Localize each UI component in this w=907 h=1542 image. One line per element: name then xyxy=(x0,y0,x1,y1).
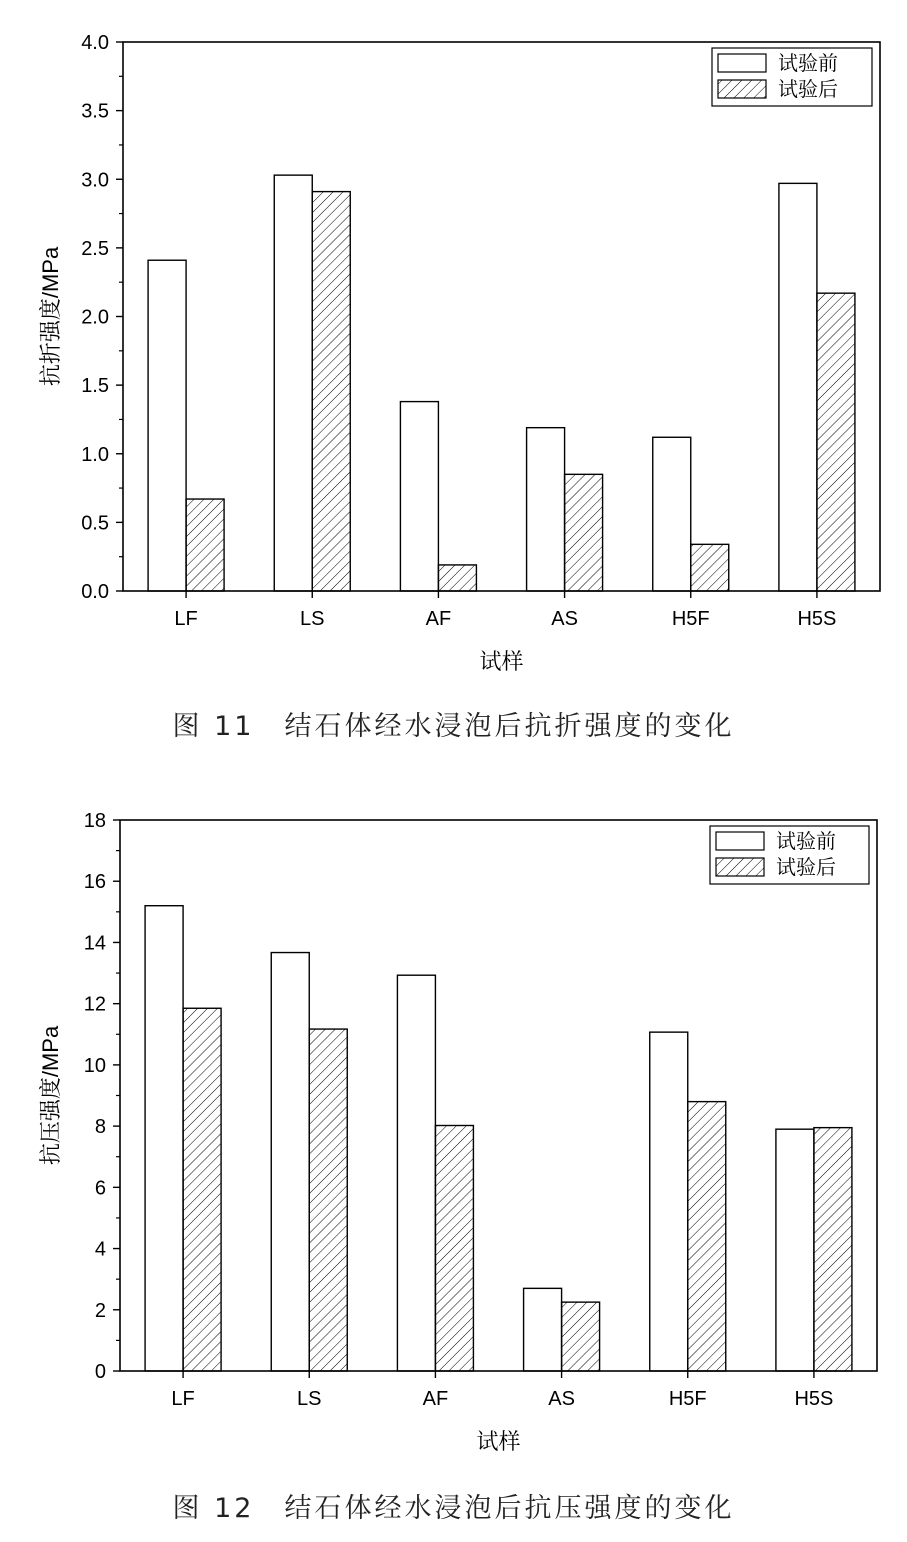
x-axis-label: 试样 xyxy=(476,1429,521,1454)
bar-as-after xyxy=(565,474,603,591)
figure-caption: 图 11 结石体经水浸泡后抗折强度的变化 xyxy=(172,711,735,742)
legend-swatch-before xyxy=(718,54,766,72)
x-tick-label: H5F xyxy=(668,1388,707,1410)
x-axis-label: 试样 xyxy=(479,649,524,674)
y-tick-label: 6 xyxy=(94,1177,106,1200)
y-tick-label: 3.5 xyxy=(81,100,109,123)
x-tick-label: H5S xyxy=(797,608,837,630)
y-tick-label: 0.0 xyxy=(81,581,109,603)
legend xyxy=(710,826,869,884)
plot-frame xyxy=(123,42,880,591)
bar-af-before xyxy=(397,975,435,1371)
x-tick-label: AS xyxy=(548,1388,575,1410)
legend-label-after: 试验后 xyxy=(776,857,836,879)
bar-lf-before xyxy=(145,906,183,1371)
legend-swatch-after xyxy=(716,858,764,876)
flexural-strength-figure xyxy=(0,0,907,760)
flexural-strength-chart xyxy=(0,0,907,700)
bar-h5f-after xyxy=(691,544,729,591)
y-tick-label: 1.5 xyxy=(81,375,109,398)
bar-h5s-after xyxy=(814,1128,852,1371)
compressive-strength-figure xyxy=(0,780,907,1542)
y-tick-label: 2 xyxy=(94,1299,106,1322)
y-tick-label: 0.5 xyxy=(81,512,109,535)
y-tick-label: 18 xyxy=(83,810,106,832)
y-tick-label: 2.5 xyxy=(81,237,109,260)
legend xyxy=(712,48,872,106)
y-tick-label: 8 xyxy=(94,1116,106,1139)
x-tick-label: AS xyxy=(551,608,578,630)
bar-lf-after xyxy=(183,1008,221,1371)
bar-h5f-before xyxy=(650,1032,688,1371)
bar-as-before xyxy=(527,428,565,591)
y-tick-label: 16 xyxy=(83,871,106,894)
bar-ls-before xyxy=(274,175,312,591)
y-tick-label: 3.0 xyxy=(81,169,109,192)
y-tick-label: 4 xyxy=(94,1238,106,1261)
legend-swatch-after xyxy=(718,80,766,98)
y-axis-label: 抗折强度/MPa xyxy=(38,246,63,387)
bar-af-after xyxy=(438,565,476,591)
legend-swatch-before xyxy=(716,832,764,850)
bar-h5s-before xyxy=(776,1129,814,1371)
bar-ls-after xyxy=(309,1029,347,1371)
x-tick-label: LF xyxy=(174,608,198,630)
legend-label-before: 试验前 xyxy=(778,53,838,75)
x-tick-label: H5F xyxy=(671,608,710,630)
legend-label-after: 试验后 xyxy=(778,79,838,101)
x-tick-label: LS xyxy=(300,608,325,630)
bar-lf-after xyxy=(186,499,224,591)
x-tick-label: AF xyxy=(425,608,452,630)
figure-caption: 图 12 结石体经水浸泡后抗压强度的变化 xyxy=(172,1493,735,1524)
x-tick-label: LS xyxy=(297,1388,322,1410)
x-tick-label: H5S xyxy=(794,1388,834,1410)
y-tick-label: 14 xyxy=(83,932,106,955)
bar-h5f-after xyxy=(688,1102,726,1371)
bar-ls-after xyxy=(312,192,350,591)
y-axis-label: 抗压强度/MPa xyxy=(38,1025,63,1166)
bar-as-before xyxy=(524,1288,562,1371)
bar-h5f-before xyxy=(653,437,691,591)
x-tick-label: LF xyxy=(171,1388,195,1410)
bar-af-after xyxy=(435,1125,473,1371)
bar-h5s-after xyxy=(817,293,855,591)
x-tick-label: AF xyxy=(422,1388,449,1410)
bar-af-before xyxy=(400,402,438,591)
y-tick-label: 1.0 xyxy=(81,443,109,466)
bar-lf-before xyxy=(148,260,186,591)
y-tick-label: 2.0 xyxy=(81,306,109,329)
y-tick-label: 12 xyxy=(83,993,106,1016)
bar-ls-before xyxy=(271,953,309,1371)
y-tick-label: 4.0 xyxy=(81,32,109,54)
bar-h5s-before xyxy=(779,183,817,591)
compressive-strength-chart xyxy=(0,780,907,1480)
y-tick-label: 0 xyxy=(94,1361,106,1383)
y-tick-label: 10 xyxy=(83,1054,106,1077)
legend-label-before: 试验前 xyxy=(776,831,836,853)
plot-frame xyxy=(120,820,877,1371)
bar-as-after xyxy=(562,1302,600,1371)
